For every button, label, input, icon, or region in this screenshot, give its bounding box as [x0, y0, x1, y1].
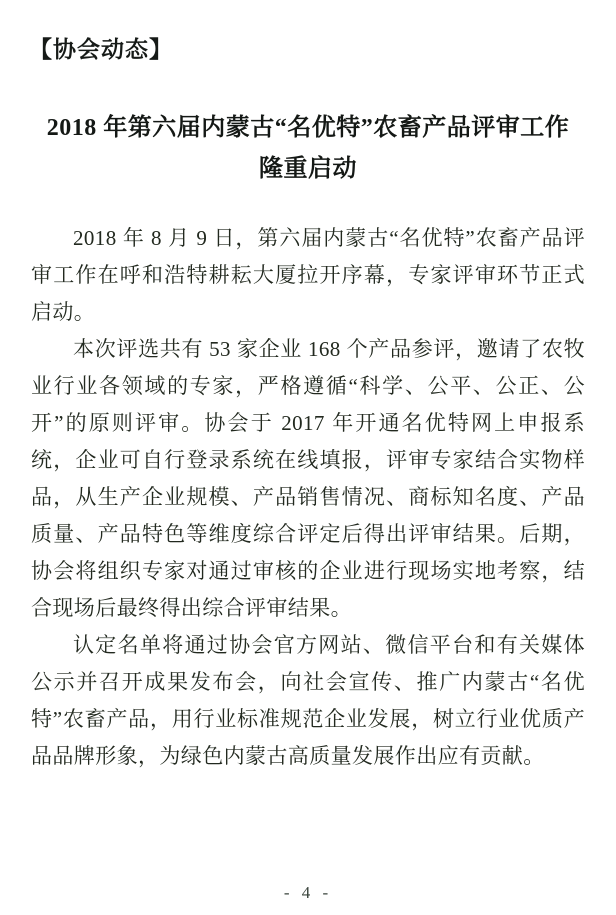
title-line-1: 2018 年第六届内蒙古“名优特”农畜产品评审工作: [46, 115, 570, 141]
paragraph-3: 认定名单将通过协会官方网站、微信平台和有关媒体公示并召开成果发布会，向社会宣传、推广内蒙古“名优特”农畜产品，用行业标准规范企业发展，树立行业优质产品品牌形象，为绿色内蒙古高质量发展作出应有贡献。: [31, 633, 585, 768]
paragraph-1: 2018 年 8 月 9 日，第六届内蒙古“名优特”农畜产品评审工作在呼和浩特耕耘大厦拉开序幕，专家评审环节正式启动。: [31, 226, 585, 324]
title-line-2: 隆重启动: [259, 156, 357, 182]
document-body: [31, 220, 585, 775]
section-header: 【协会动态】: [29, 36, 173, 62]
page-number: - 4 -: [283, 883, 333, 902]
document-title: [30, 108, 586, 190]
paragraph-2: 本次评选共有 53 家企业 168 个产品参评，邀请了农牧业行业各领域的专家，严格遵循“科学、公平、公正、公开”的原则评审。协会于 2017 年开通名优特网上申报系统，企业可自行登录系统在线填报，评审专家结合实物样品，从生产企业规模、产品销售情况、商标知名度、产品质量、产品特色等维度综合评定后得出评审结果。后期，协会将组织专家对通过审核的企业进行现场实地考察，结合现场后最终得出综合评审结果。: [31, 337, 585, 620]
